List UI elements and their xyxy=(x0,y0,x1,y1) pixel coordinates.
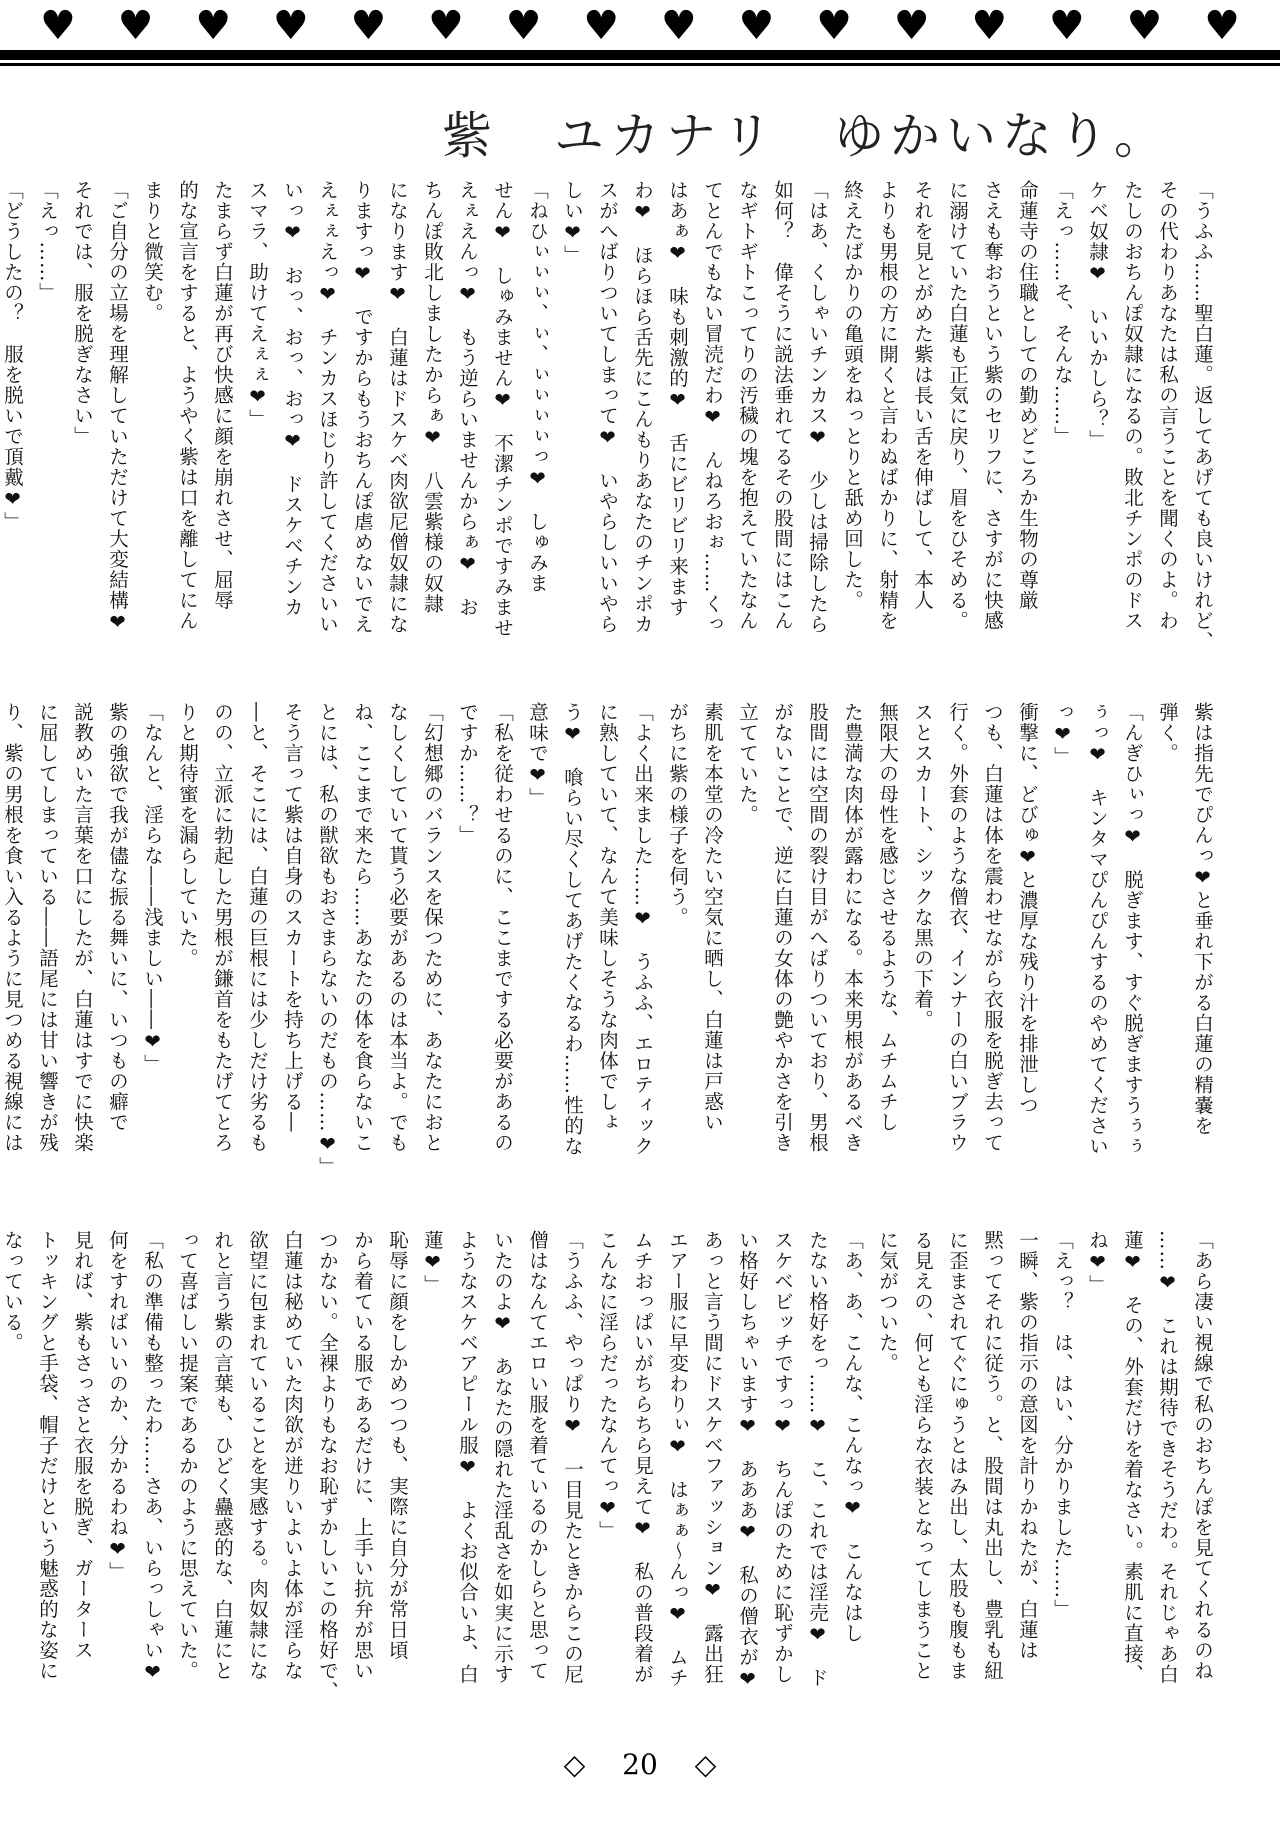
text-line: まりと微笑む。 xyxy=(141,180,164,324)
page-footer xyxy=(0,1748,1280,1781)
text-line: つも、白蓮は体を震わせながら衣服を脱ぎ去って xyxy=(981,702,1004,1153)
text-line: 「よく出来ました……❤ うふふ、エロティック xyxy=(631,702,654,1157)
heart-icon: ♥ xyxy=(40,3,76,49)
diamond-left-icon: ◇ xyxy=(563,1748,586,1781)
text-line: 説教めいた言葉を口にしたが、白蓮はすでに快楽 xyxy=(71,702,94,1153)
text-line: に溺けていた白蓮も正気に戻り、眉をひそめる。 xyxy=(946,180,969,631)
text-line: 行く。外套のような僧衣、インナーの白いブラウ xyxy=(946,702,969,1153)
text-block-top xyxy=(1,180,1220,680)
text-line: 無限大の母性を感じさせるような、ムチムチし xyxy=(876,702,899,1133)
text-line: ……❤ これは期待できそうだわ。それじゃあ白 xyxy=(1156,1230,1179,1685)
text-line: 白蓮は秘めていた肉欲が迸りいよいよ体が淫らな xyxy=(281,1230,304,1681)
text-line: つかない。全裸よりもなお恥ずかしいこの格好で、 xyxy=(316,1230,339,1702)
text-line: に気がついた。 xyxy=(876,1230,899,1374)
header-rule-thick xyxy=(0,50,1280,60)
text-line: よりも男根の方に開くと言わぬばかりに、射精を xyxy=(876,180,899,631)
text-line: っ❤」 xyxy=(1051,702,1074,767)
text-line: たない格好をっ……❤ こ、これでは淫売❤ ド xyxy=(806,1230,829,1688)
text-line: てとんでもない冒涜だわ❤ んねろおぉ……くっ xyxy=(701,180,724,635)
text-line: り、紫の男根を食い入るように見つめる視線には xyxy=(1,702,24,1153)
text-line: 蓮❤ その、外套だけを着なさい。素肌に直接、 xyxy=(1121,1230,1144,1685)
text-line: 「えっ……そ、そんな……」 xyxy=(1051,180,1074,447)
heart-icon: ♥ xyxy=(195,3,232,49)
text-line: ムチおっぱいがちらちら見えて❤ 私の普段着が xyxy=(631,1230,654,1685)
text-line: う❤ 喰らい尽くしてあげたくなるわ……性的な xyxy=(561,702,584,1157)
text-line: 終えたばかりの亀頭をねっとりと舐め回した。 xyxy=(841,180,864,611)
text-line: ぅっ❤ キンタマぴんぴんするのやめてください xyxy=(1086,702,1109,1157)
text-line: から着ている服であるだけに、上手い抗弁が思い xyxy=(351,1230,374,1681)
text-line: 「ねひぃぃぃ、ぃ、ぃぃぃぃっ❤ しゅみま xyxy=(526,180,549,594)
text-line: さえも奪おうという紫のセリフに、さすがに快感 xyxy=(981,180,1004,631)
text-line: せん❤ しゅみません❤ 不潔チンポですみませ xyxy=(491,180,514,638)
text-line: れと言う紫の言葉も、ひどく蠱惑的な、白蓮にと xyxy=(211,1230,234,1681)
heart-icon: ♥ xyxy=(117,3,154,49)
text-line: 「あ、あ、こんな、こんなっ❤ こんなはし xyxy=(841,1230,864,1644)
text-line: る見えの、何とも淫らな衣装となってしまうこと xyxy=(911,1230,934,1681)
heart-icon: ♥ xyxy=(816,3,852,49)
text-line: 「なんと、淫らな――浅ましい――❤」 xyxy=(141,702,164,1075)
text-line: 素肌を本堂の冷たい空気に晒し、白蓮は戸惑い xyxy=(701,702,724,1133)
text-line: こんなに淫らだったなんてっ❤」 xyxy=(596,1230,619,1541)
text-line: それでは、服を脱ぎなさい」 xyxy=(71,180,94,447)
text-line: りますっ❤ ですからもうおちんぽ虐めないでえ xyxy=(351,180,374,635)
heart-icon: ♥ xyxy=(660,3,697,49)
heart-border xyxy=(40,3,1240,49)
text-line: 黙ってそれに従う。と、股間は丸出し、豊乳も紐 xyxy=(981,1230,1004,1681)
text-line: 「私の準備も整ったわ……さあ、いらっしゃい❤ xyxy=(141,1230,164,1685)
text-line: 命蓮寺の住職としての勤めどころか生物の尊厳 xyxy=(1016,180,1039,611)
heart-icon: ♥ xyxy=(428,3,464,49)
heart-icon: ♥ xyxy=(350,3,387,49)
heart-icon: ♥ xyxy=(272,3,309,49)
text-line: 「はあ、くしゃいチンカス❤ 少しは掃除したら xyxy=(806,180,829,635)
text-line: 欲望に包まれていることを実感する。肉奴隷にな xyxy=(246,1230,269,1681)
text-line: トッキングと手袋、帽子だけという魅惑的な姿に xyxy=(36,1230,59,1681)
text-line: スケベビッチですっ❤ ちんぽのために恥ずかし xyxy=(771,1230,794,1685)
heart-icon: ♥ xyxy=(738,3,775,49)
text-line: 「んぎひぃっ❤ 脱ぎます、すぐ脱ぎますうぅぅ xyxy=(1121,702,1144,1157)
text-line: ね❤」 xyxy=(1086,1230,1109,1295)
text-line: 股間には空間の裂け目がへばりついており、男根 xyxy=(806,702,829,1153)
text-line: いっ❤ おっ、おっ、おっ❤ ドスケベチンカ xyxy=(281,180,304,618)
text-line: 弾く。 xyxy=(1156,702,1179,764)
text-line: たしのおちんぽ奴隷になるの。敗北チンポのドス xyxy=(1121,180,1144,631)
text-line: なっている。 xyxy=(1,1230,24,1353)
text-line: 一瞬、紫の指示の意図を計りかねたが、白蓮は xyxy=(1016,1230,1039,1661)
text-line: がちに紫の様子を伺う。 xyxy=(666,702,689,928)
text-line: 見れば、紫もさっさと衣服を脱ぎ、ガータース xyxy=(71,1230,94,1661)
text-line: に屈してしまっている――語尾には甘い響きが残 xyxy=(36,702,59,1153)
text-line: になります❤ 白蓮はドスケベ肉欲尼僧奴隷にな xyxy=(386,180,409,635)
text-line: って喜ばしい提案であるかのように思えていた。 xyxy=(176,1230,199,1681)
text-line: いたのよ❤ あなたの隠れた淫乱さを如実に示す xyxy=(491,1230,514,1685)
text-block-middle xyxy=(1,702,1220,1207)
text-line: スマラ、助けてえぇぇ❤」 xyxy=(246,180,269,430)
text-line: 「うふふ……聖白蓮。返してあげても良いけれど、 xyxy=(1191,180,1214,652)
text-line: えぇえんっ❤ もう逆らいませんからぁ❤ お xyxy=(456,180,479,618)
heart-icon: ♥ xyxy=(893,3,930,49)
text-line: 僧はなんてエロい服を着ているのかしらと思って xyxy=(526,1230,549,1681)
heart-icon: ♥ xyxy=(971,3,1008,49)
text-line: そう言って紫は自身のスカートを持ち上げる― xyxy=(281,702,304,1133)
text-line: スがへばりついてしまって❤ いやらしいいやら xyxy=(596,180,619,635)
text-line: 意味で❤」 xyxy=(526,702,549,808)
text-line: たまらず白蓮が再び快感に顔を崩れさせ、屈辱 xyxy=(211,180,234,611)
text-line: のの、立派に勃起した男根が鎌首をもたげてとろ xyxy=(211,702,234,1153)
chapter-title: 紫 ユカナリ ゆかいなり。 xyxy=(442,107,1170,165)
text-line: 紫は指先でぴんっ❤と垂れ下がる白蓮の精嚢を xyxy=(1191,702,1214,1136)
diamond-right-icon: ◇ xyxy=(694,1748,717,1781)
text-line: い格好しちゃいます❤ あああ❤ 私の僧衣が❤ xyxy=(736,1230,759,1692)
text-line: しい❤」 xyxy=(561,180,584,266)
text-line: 衝撃に、どびゅ❤と濃厚な残り汁を排泄しつ xyxy=(1016,702,1039,1116)
text-line: 蓮❤」 xyxy=(421,1230,444,1295)
text-line: わ❤ ほらほら舌先にこんもりあなたのチンポカ xyxy=(631,180,654,635)
text-line: 「幻想郷のバランスを保つために、あなたにおと xyxy=(421,702,444,1153)
heart-icon: ♥ xyxy=(505,3,542,49)
text-line: 何をすればいいのか、分かるわね❤」 xyxy=(106,1230,129,1582)
text-line: なギトギトこってりの汚穢の塊を抱えていたなん xyxy=(736,180,759,631)
page-number: 20 xyxy=(622,1748,658,1781)
page-header xyxy=(0,0,1280,72)
text-line: エアー服に早変わりぃ❤ はぁぁ～んっ❤ ムチ xyxy=(666,1230,689,1688)
text-line: 紫の強欲で我が儘な振る舞いに、いつもの癖で xyxy=(106,702,129,1133)
heart-icon: ♥ xyxy=(1204,3,1240,49)
text-line: 「私を従わせるのに、ここまでする必要があるの xyxy=(491,702,514,1153)
text-line: その代わりあなたは私の言うことを聞くのよ。わ xyxy=(1156,180,1179,631)
text-line: に熟していて、なんて美味しそうな肉体でしょ xyxy=(596,702,619,1133)
text-line: 「えっ？ は、はい、分かりました……」 xyxy=(1051,1230,1074,1620)
text-line: 如何？ 偉そうに説法垂れてるその股間にはこん xyxy=(771,180,794,631)
text-line: ようなスケベアピール服❤ よくお似合いよ、白 xyxy=(456,1230,479,1685)
text-line: に歪まされてぐにゅうとはみ出し、太股も腹もま xyxy=(946,1230,969,1681)
text-line: ちんぽ敗北しましたからぁ❤ 八雲紫様の奴隷 xyxy=(421,180,444,614)
text-line: 「あら凄い視線で私のおちんぽを見てくれるのね xyxy=(1191,1230,1214,1681)
text-line: はあぁ❤ 味も刺激的❤ 舌にビリビリ来ます xyxy=(666,180,689,618)
text-line: とには、私の獣欲もおさまらないのだもの……❤」 xyxy=(316,702,339,1177)
text-block-bottom xyxy=(1,1230,1220,1720)
text-line: えぇぇえっ❤ チンカスほじり許してくださいい xyxy=(316,180,339,635)
text-line: ね、ここまで来たら……あなたの体を食らないこ xyxy=(351,702,374,1153)
text-line: りと期待蜜を漏らしていた。 xyxy=(176,702,199,969)
text-line: 「どうしたの？ 服を脱いで頂戴❤」 xyxy=(1,180,24,532)
text-line: ―と、そこには、白蓮の巨根には少しだけ劣るも xyxy=(246,702,269,1153)
text-line: 的な宣言をすると、ようやく紫は口を離してにん xyxy=(176,180,199,631)
header-rule-thin xyxy=(0,63,1280,66)
heart-icon: ♥ xyxy=(1126,3,1163,49)
text-line: なしくしていて貰う必要があるのは本当よ。でも xyxy=(386,702,409,1153)
heart-icon: ♥ xyxy=(1048,3,1085,49)
text-line: あっと言う間にドスケベファッション❤ 露出狂 xyxy=(701,1230,724,1685)
text-line: ケベ奴隷❤ いいかしら？」 xyxy=(1086,180,1109,450)
text-line: 「うふふ、やっぱり❤ 一目見たときからこの尼 xyxy=(561,1230,584,1685)
text-line: た豊満な肉体が露わになる。本来男根があるべき xyxy=(841,702,864,1153)
text-line: スとスカート、シックな黒の下着。 xyxy=(911,702,934,1030)
heart-icon: ♥ xyxy=(583,3,620,49)
text-line: 恥辱に顔をしかめつつも、実際に自分が常日頃 xyxy=(386,1230,409,1661)
text-line: それを見とがめた紫は長い舌を伸ばして、本人 xyxy=(911,180,934,611)
text-line: 立てていた。 xyxy=(736,702,759,825)
text-line: ですか……？」 xyxy=(456,702,479,846)
text-line: がないことで、逆に白蓮の女体の艶やかさを引き xyxy=(771,702,794,1153)
text-line: 「えっ……」 xyxy=(36,180,59,303)
text-line: 「ご自分の立場を理解していただけて大変結構❤ xyxy=(106,180,129,635)
